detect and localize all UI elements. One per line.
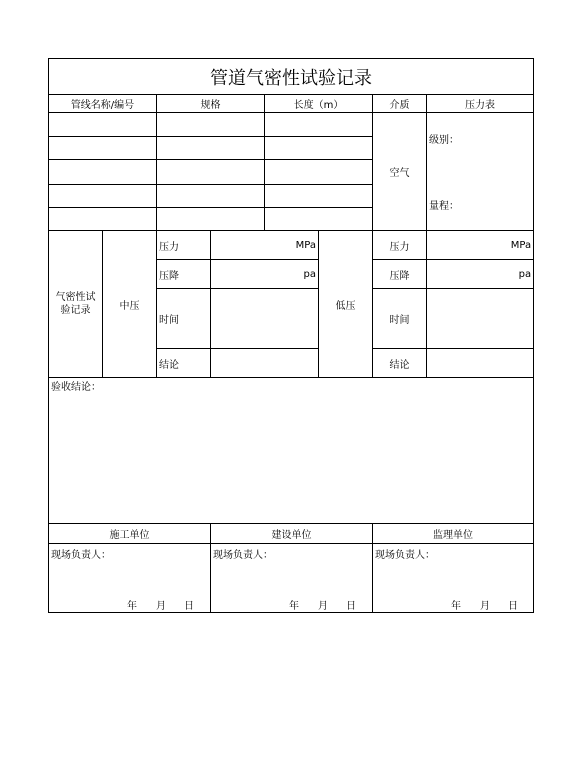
- pipe-name-cell[interactable]: [49, 113, 157, 137]
- spec-cell[interactable]: [157, 207, 265, 230]
- low-drop-label: 压降: [373, 260, 427, 289]
- mid-drop-unit[interactable]: pa: [211, 260, 319, 289]
- form-title: 管道气密性试验记录: [49, 59, 534, 95]
- construction-day: 日: [184, 601, 194, 612]
- pipe-name-cell[interactable]: [49, 207, 157, 230]
- pipe-name-cell[interactable]: [49, 184, 157, 207]
- low-drop-unit[interactable]: pa: [427, 260, 534, 289]
- header-pipe-name: 管线名称/编号: [49, 95, 157, 113]
- mid-conclusion-cell[interactable]: [211, 349, 319, 378]
- length-cell[interactable]: [265, 160, 373, 184]
- low-pressure-label: 低压: [319, 231, 373, 378]
- gas-tightness-test-form: [48, 58, 534, 613]
- length-cell[interactable]: [265, 113, 373, 137]
- gauge-range-label: 量程：: [429, 201, 459, 212]
- header-medium: 介质: [373, 95, 427, 113]
- spec-cell[interactable]: [157, 137, 265, 160]
- supervision-unit-label: 监理单位: [373, 524, 534, 544]
- header-spec: 规格: [157, 95, 265, 113]
- spec-cell[interactable]: [157, 113, 265, 137]
- construction-unit-label: 施工单位: [49, 524, 211, 544]
- pipe-name-cell[interactable]: [49, 160, 157, 184]
- mid-time-cell[interactable]: [211, 289, 319, 349]
- mid-conclusion-label: 结论: [157, 349, 211, 378]
- supervision-year: 年: [451, 601, 461, 612]
- length-cell[interactable]: [265, 137, 373, 160]
- header-pressure-gauge: 压力表: [427, 95, 534, 113]
- construction-year: 年: [127, 601, 137, 612]
- low-time-cell[interactable]: [427, 289, 534, 349]
- owner-day: 日: [346, 601, 356, 612]
- pipe-name-cell[interactable]: [49, 137, 157, 160]
- spec-cell[interactable]: [157, 184, 265, 207]
- test-record-label: 气密性试验记录: [49, 231, 103, 378]
- owner-year: 年: [289, 601, 299, 612]
- mid-drop-label: 压降: [157, 260, 211, 289]
- gauge-grade-label: 级别：: [429, 135, 459, 146]
- construction-month: 月: [156, 601, 166, 612]
- length-cell[interactable]: [265, 207, 373, 230]
- owner-month: 月: [318, 601, 328, 612]
- owner-unit-label: 建设单位: [211, 524, 373, 544]
- mid-time-label: 时间: [157, 289, 211, 349]
- owner-signature[interactable]: [211, 544, 373, 613]
- low-pressure-unit[interactable]: MPa: [427, 231, 534, 260]
- mid-pressure-label: 压力: [157, 231, 211, 260]
- gauge-info: [427, 113, 534, 231]
- medium-value: 空气: [373, 113, 427, 231]
- low-pressure-field-label: 压力: [373, 231, 427, 260]
- spec-cell[interactable]: [157, 160, 265, 184]
- supervision-day: 日: [508, 601, 518, 612]
- supervision-month: 月: [480, 601, 490, 612]
- owner-person-label: 现场负责人：: [213, 550, 273, 561]
- supervision-signature[interactable]: [373, 544, 534, 613]
- length-cell[interactable]: [265, 184, 373, 207]
- mid-pressure-unit[interactable]: MPa: [211, 231, 319, 260]
- header-length: 长度（m）: [265, 95, 373, 113]
- medium-pressure-label: 中压: [103, 231, 157, 378]
- low-time-label: 时间: [373, 289, 427, 349]
- low-conclusion-cell[interactable]: [427, 349, 534, 378]
- construction-signature[interactable]: [49, 544, 211, 613]
- acceptance-conclusion[interactable]: [49, 378, 534, 524]
- low-conclusion-label: 结论: [373, 349, 427, 378]
- acceptance-label: 验收结论：: [51, 382, 101, 393]
- supervision-person-label: 现场负责人：: [375, 550, 435, 561]
- construction-person-label: 现场负责人：: [51, 550, 111, 561]
